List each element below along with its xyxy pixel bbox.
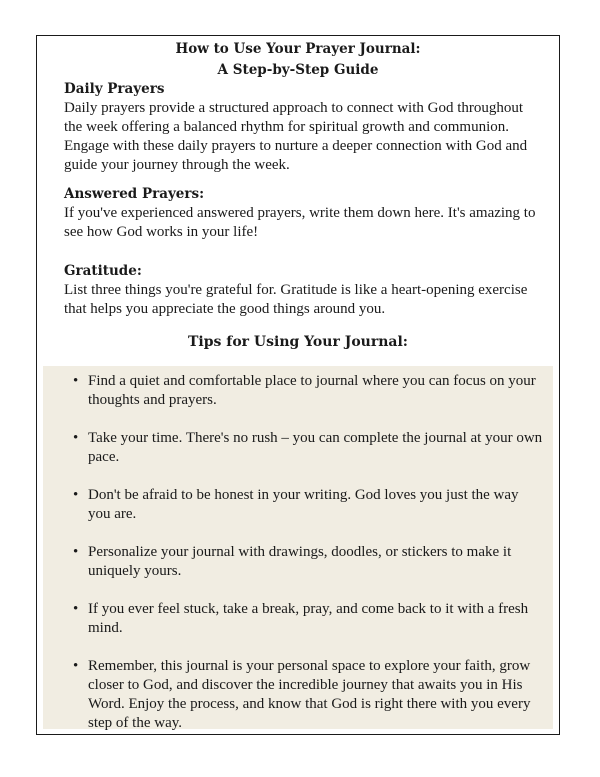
section-heading: Gratitude:: [64, 263, 142, 279]
bullet-icon: •: [73, 544, 79, 560]
tips-title: Tips for Using Your Journal:: [188, 334, 408, 350]
section-text: Daily prayers provide a structured approach to connect with God throughout the week offering a balanced rhythm for spiritual growth and communion. Engage with these daily prayers to nurture a deeper connection with God and guide your journey through the week.: [64, 100, 528, 173]
tip-item: [43, 429, 553, 486]
tips-list: [43, 372, 553, 733]
section-answered-prayers: [64, 185, 541, 242]
tip-item: [43, 372, 553, 429]
bullet-icon: •: [73, 658, 79, 674]
tip-text: Find a quiet and comfortable place to journal where you can focus on your thoughts and prayers.: [88, 373, 536, 408]
section-text: List three things you're grateful for. Gratitude is like a heart-opening exercise that helps you appreciate the good things around you.: [64, 282, 528, 317]
section-text: If you've experienced answered prayers, write them down here. It's amazing to see how God works in your life!: [64, 205, 536, 240]
guide-title-line1: How to Use Your Prayer Journal:: [175, 41, 421, 57]
tip-text: Take your time. There's no rush – you can complete the journal at your own pace.: [88, 430, 543, 465]
bullet-icon: •: [73, 487, 79, 503]
bullet-icon: •: [73, 373, 79, 389]
bullet-icon: •: [73, 430, 79, 446]
tip-item: [43, 486, 553, 543]
section-heading: Daily Prayers: [64, 81, 165, 97]
tips-box: [43, 366, 553, 729]
tip-item: [43, 600, 553, 657]
tip-item: [43, 657, 553, 733]
section-heading: Answered Prayers:: [64, 186, 205, 202]
guide-title-line2: A Step-by-Step Guide: [217, 62, 379, 78]
tip-text: Remember, this journal is your personal space to explore your faith, grow closer to God, and discover the incredible journey that awaits you in His Word. Enjoy the process, and know that God is right there with you every step of the way.: [88, 658, 531, 731]
tip-item: [43, 543, 553, 600]
tip-text: If you ever feel stuck, take a break, pray, and come back to it with a fresh mind.: [88, 601, 529, 636]
tip-text: Don't be afraid to be honest in your writing. God loves you just the way you are.: [88, 487, 519, 522]
bullet-icon: •: [73, 601, 79, 617]
section-daily-prayers: [64, 80, 541, 175]
section-gratitude: [64, 262, 541, 319]
tip-text: Personalize your journal with drawings, doodles, or stickers to make it uniquely yours.: [88, 544, 512, 579]
guide-frame: [36, 35, 560, 735]
